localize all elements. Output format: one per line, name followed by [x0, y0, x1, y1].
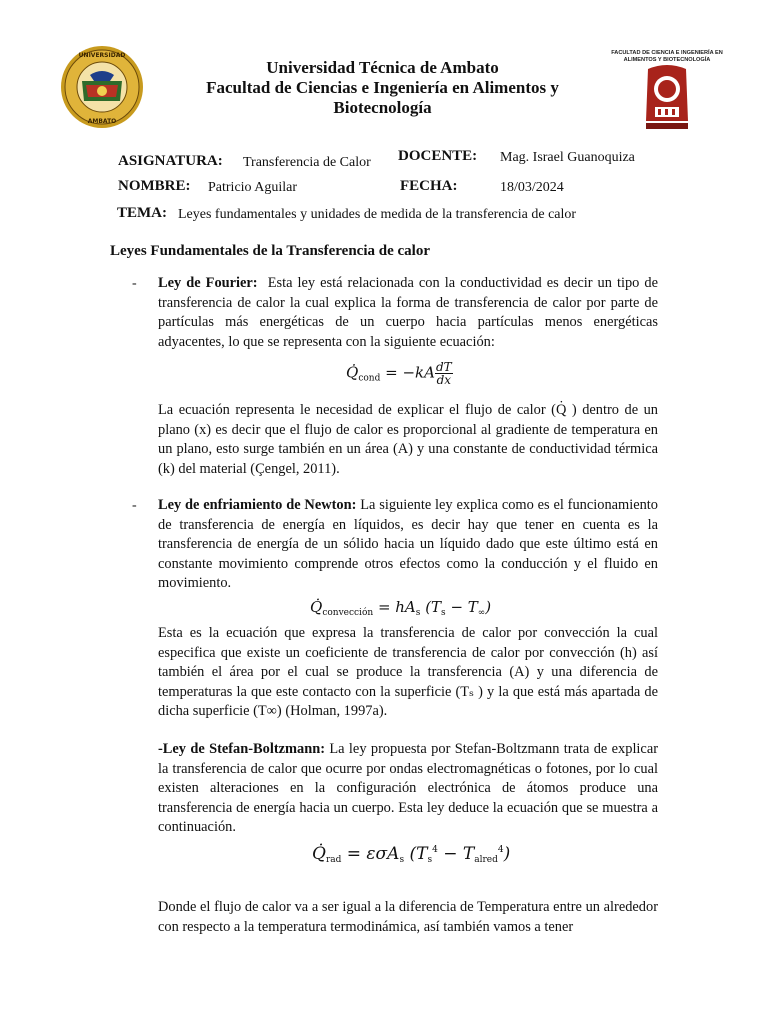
- stefan-eq-lhs: Q̇: [312, 844, 326, 864]
- nombre-value: Patricio Aguilar: [208, 180, 298, 195]
- docente-label: DOCENTE:: [398, 148, 478, 164]
- fourier-title: Ley de Fourier:: [158, 275, 258, 291]
- stefan-equation: [312, 844, 510, 865]
- newton-eq-rhs3-sub: ∞: [477, 608, 486, 618]
- stefan-eq-rhs2-sub: s: [427, 855, 433, 865]
- fourier-intro: Esta ley está relacionada con la conductividad es decir un tipo de transferencia de calor la cual explica la forma de transferencia de calor por parte de partículas más energéticas de un cuerpo hacia partículas menos energéticas adyacentes, lo que se representa con la siguiente ecuación:: [158, 275, 658, 350]
- stefan-eq-lhs-sub: rad: [325, 855, 342, 865]
- docente-value: Mag. Israel Guanoquiza: [500, 150, 635, 165]
- stefan-eq-rhs2-sup: 4: [432, 845, 438, 855]
- university-seal-logo: [60, 45, 144, 129]
- faculty-emblem-icon: [608, 63, 726, 133]
- faculty-name-line1: Facultad de Ciencias e Ingeniería en Alimentos y: [206, 78, 559, 97]
- fourier-eq-den: dx: [436, 373, 452, 387]
- tema-value: Leyes fundamentales y unidades de medida de la transferencia de calor: [178, 207, 577, 222]
- stefan-eq-rhs-sub: s: [399, 855, 405, 865]
- newton-title: Ley de enfriamiento de Newton:: [158, 497, 357, 513]
- newton-eq-rhs3: − T: [450, 598, 478, 616]
- fourier-explanation: La ecuación representa le necesidad de explicar el flujo de calor (Q̇ ) dentro de un plano (x) es decir que el flujo de calor es proporcional al gradiente de temperatura en un plano, esto surge también en un área (A) y una constante de conductividad térmica (k) del material (Çengel, 2011).: [158, 402, 658, 477]
- section-title: Leyes Fundamentales de la Transferencia de calor: [110, 243, 430, 259]
- stefan-eq-rhs4: ): [503, 844, 511, 864]
- newton-eq-lhs: Q̇: [310, 598, 323, 616]
- fourier-eq-fraction: [435, 361, 453, 386]
- asignatura-value: Transferencia de Calor: [243, 155, 371, 170]
- newton-paragraph: [158, 496, 658, 594]
- newton-equation: [310, 598, 491, 618]
- svg-text:AMBATO: AMBATO: [87, 118, 117, 125]
- newton-eq-rhs2: (T: [425, 598, 442, 616]
- fourier-bullet: -: [132, 276, 137, 291]
- stefan-eq-rhs3-sup: 4: [497, 845, 504, 855]
- stefan-eq-rhs2: (T: [409, 844, 428, 864]
- university-name: Universidad Técnica de Ambato: [266, 58, 499, 77]
- fourier-equation: [346, 361, 453, 386]
- newton-eq-lhs-sub: convección: [322, 608, 374, 618]
- newton-eq-rhs4: ): [485, 598, 492, 616]
- fourier-eq-lhs-sub: cond: [358, 373, 381, 384]
- faculty-logo-caption-2: ALIMENTOS Y BIOTECNOLOGÍA: [623, 56, 711, 63]
- fourier-eq-rhs: = −kA: [385, 363, 435, 382]
- newton-eq-rhs: = hA: [377, 598, 416, 616]
- stefan-eq-rhs3: − T: [443, 844, 475, 864]
- fecha-value: 18/03/2024: [500, 180, 564, 195]
- stefan-paragraph: [158, 740, 658, 838]
- stefan-eq-rhs3-sub: alred: [474, 855, 498, 865]
- stefan-closing: Donde el flujo de calor va a ser igual a la diferencia de Temperatura entre un alrededor con respecto a la temperatura termodinámica, así también vamos a tener: [158, 899, 658, 935]
- newton-eq-rhs2-sub: s: [441, 608, 446, 618]
- stefan-eq-rhs: = εσA: [346, 844, 400, 864]
- fourier-eq-lhs: Q̇: [346, 363, 359, 382]
- nombre-label: NOMBRE:: [118, 178, 191, 194]
- fourier-eq-num: dT: [435, 360, 452, 374]
- newton-bullet: -: [132, 498, 137, 513]
- fourier-paragraph: [158, 274, 658, 352]
- stefan-title: -Ley de Stefan-Boltzmann:: [158, 741, 326, 757]
- asignatura-label: ASIGNATURA:: [118, 153, 223, 169]
- svg-text:UNIVERSIDAD: UNIVERSIDAD: [78, 52, 126, 59]
- newton-eq-rhs-sub: s: [415, 608, 421, 618]
- fecha-label: FECHA:: [400, 178, 458, 194]
- faculty-logo-caption-1: FACULTAD DE CIENCIA E INGENIERÍA EN: [611, 50, 723, 56]
- stefan-intro: La ley propuesta por Stefan-Boltzmann trata de explicar la transferencia de calor que ocurre por ondas electromagnéticas o fotones, por lo cual existen alteraciones en la configuración electrónica de átomos produce una transferencia de energía hacia un cuerpo. Esta ley deduce la ecuación que se muestra a continuación.: [158, 741, 659, 835]
- faculty-name-line2: Biotecnología: [333, 98, 432, 117]
- tema-label: TEMA:: [117, 205, 167, 221]
- newton-intro: La siguiente ley explica como es el funcionamiento de transferencia de energía en líquidos, es decir hay que tener en cuenta es la transferencia de energía de un sólido hacia un líquido dado que este último está en constante movimiento comprende otros efectos como la conducción y el fluido en movimiento.: [158, 497, 658, 591]
- faculty-logo: [608, 50, 726, 138]
- newton-explanation: Esta es la ecuación que expresa la transferencia de calor por convección la cual especifica que existe un coeficiente de transferencia de calor por convección (h) así también el área por el cual se produce la transferencia (A) y una diferencia de temperaturas la que este contacto con la superficie (Tₛ ) y la que está más apartada de dicha superficie (T∞) (Holman, 1997a).: [158, 625, 658, 719]
